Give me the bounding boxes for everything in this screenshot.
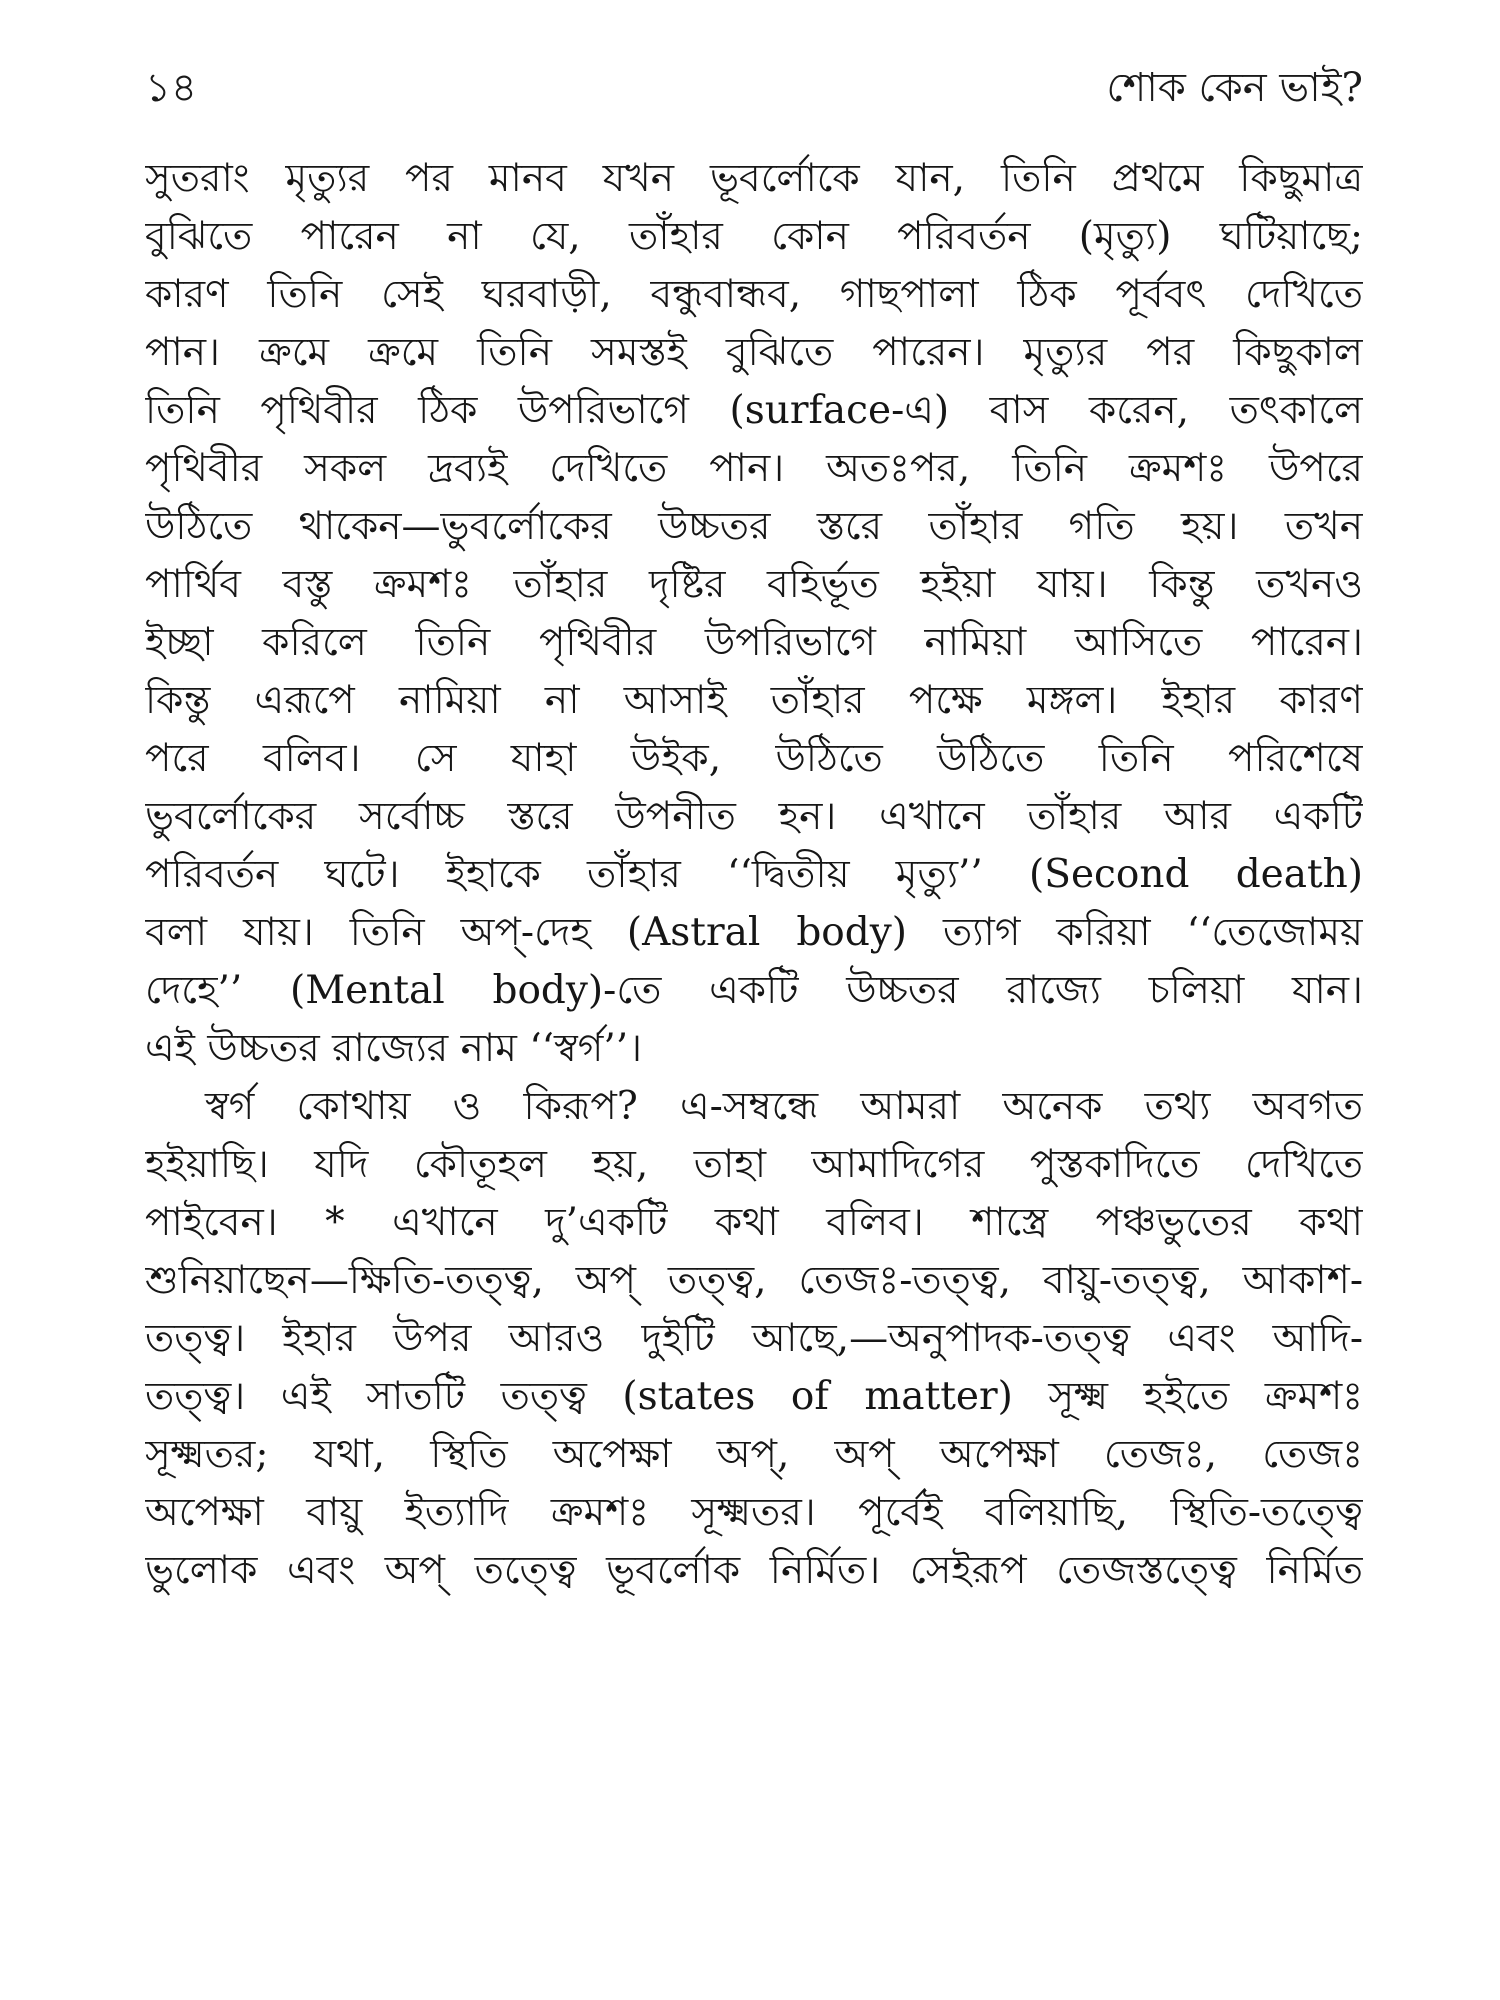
- text-line: ভুলোক এবং অপ্ তত্ত্বে ভূবর্লোক নির্মিত। সেইরূপ তেজস্তত্ত্বে নির্মিত: [145, 1548, 1363, 1593]
- body-text: [145, 150, 1363, 1600]
- text-line: বুঝিতে পারেন না যে, তাঁহার কোন পরিবর্তন (মৃত্যু) ঘটিয়াছে;: [145, 214, 1363, 259]
- text-line: পাইবেন। * এখানে দু’একটি কথা বলিব। শাস্ত্রে পঞ্চভুতের কথা: [145, 1200, 1363, 1245]
- page-header: [145, 58, 1363, 118]
- paragraph-2: [145, 1078, 1363, 1600]
- paragraph-1: [145, 150, 1363, 1078]
- text-line: পৃথিবীর সকল দ্রব্যই দেখিতে পান। অতঃপর, তিনি ক্রমশঃ উপরে: [145, 446, 1363, 491]
- text-line: এই উচ্চতর রাজ্যের নাম ‘‘স্বর্গ’’।: [145, 1026, 643, 1071]
- text-line: তত্ত্ব। এই সাতটি তত্ত্ব (states of matter) সূক্ষ্ম হইতে ক্রমশঃ: [145, 1374, 1363, 1419]
- text-line: কারণ তিনি সেই ঘরবাড়ী, বন্ধুবান্ধব, গাছপালা ঠিক পূর্ববৎ দেখিতে: [145, 272, 1363, 317]
- text-line: সূক্ষ্মতর; যথা, স্থিতি অপেক্ষা অপ্, অপ্ অপেক্ষা তেজঃ, তেজঃ: [145, 1432, 1363, 1477]
- text-line: পরে বলিব। সে যাহা উইক, উঠিতে উঠিতে তিনি পরিশেষে: [145, 736, 1363, 781]
- text-line: ইচ্ছা করিলে তিনি পৃথিবীর উপরিভাগে নামিয়া আসিতে পারেন।: [145, 620, 1363, 665]
- text-line: শুনিয়াছেন—ক্ষিতি-তত্ত্ব, অপ্ তত্ত্ব, তেজঃ-তত্ত্ব, বায়ু-তত্ত্ব, আকাশ-: [145, 1258, 1363, 1303]
- text-line: হইয়াছি। যদি কৌতূহল হয়, তাহা আমাদিগের পুস্তকাদিতে দেখিতে: [145, 1142, 1363, 1187]
- page-number: ১৪: [145, 65, 197, 111]
- text-line: স্বর্গ কোথায় ও কিরূপ? এ-সম্বন্ধে আমরা অনেক তথ্য অবগত: [205, 1084, 1363, 1129]
- text-line: বলা যায়। তিনি অপ্-দেহ (Astral body) ত্যাগ করিয়া ‘‘তেজোময়: [145, 910, 1363, 955]
- text-line: কিন্তু এরূপে নামিয়া না আসাই তাঁহার পক্ষে মঙ্গল। ইহার কারণ: [145, 678, 1363, 723]
- text-line: সুতরাং মৃত্যুর পর মানব যখন ভূবর্লোকে যান, তিনি প্রথমে কিছুমাত্র: [145, 156, 1363, 201]
- text-line: পরিবর্তন ঘটে। ইহাকে তাঁহার ‘‘দ্বিতীয় মৃত্যু’’ (Second death): [145, 852, 1363, 897]
- text-line: অপেক্ষা বায়ু ইত্যাদি ক্রমশঃ সূক্ষ্মতর। পূর্বেই বলিয়াছি, স্থিতি-তত্ত্বে: [145, 1490, 1363, 1535]
- text-line: ভুবর্লোকের সর্বোচ্চ স্তরে উপনীত হন। এখানে তাঁহার আর একটি: [145, 794, 1363, 839]
- running-title: শোক কেন ভাই?: [1106, 65, 1363, 111]
- text-line: পান। ক্রমে ক্রমে তিনি সমস্তই বুঝিতে পারেন। মৃত্যুর পর কিছুকাল: [145, 330, 1363, 375]
- text-line: তিনি পৃথিবীর ঠিক উপরিভাগে (surface-এ) বাস করেন, তৎকালে: [145, 388, 1363, 433]
- text-line: পার্থিব বস্তু ক্রমশঃ তাঁহার দৃষ্টির বহির্ভূত হইয়া যায়। কিন্তু তখনও: [145, 562, 1363, 607]
- text-line: উঠিতে থাকেন—ভুবর্লোকের উচ্চতর স্তরে তাঁহার গতি হয়। তখন: [145, 504, 1363, 549]
- text-line: তত্ত্ব। ইহার উপর আরও দুইটি আছে,—অনুপাদক-তত্ত্ব এবং আদি-: [145, 1316, 1363, 1361]
- text-line: দেহে’’ (Mental body)-তে একটি উচ্চতর রাজ্যে চলিয়া যান।: [145, 968, 1363, 1013]
